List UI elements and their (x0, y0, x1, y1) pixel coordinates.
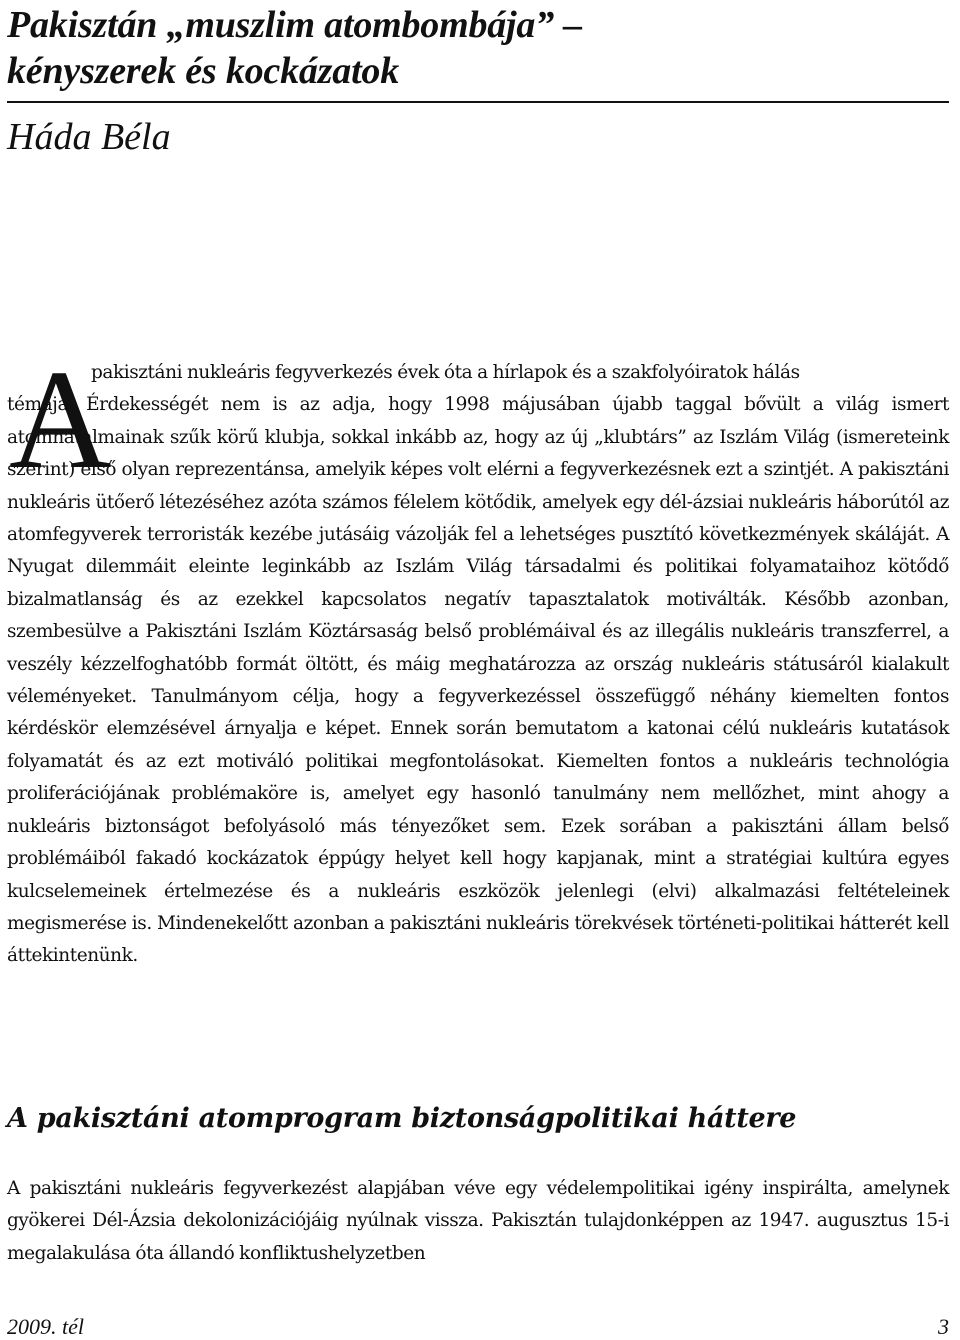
footer-page-number: 3 (938, 1314, 949, 1339)
article-author: Háda Béla (7, 116, 171, 158)
drop-cap: A (9, 340, 112, 498)
title-divider (7, 101, 949, 103)
intro-lead-line: pakisztáni nukleáris fegyverkezés évek óta a hírlapok és a szakfolyóiratok hálás (91, 362, 800, 383)
intro-paragraph (7, 357, 949, 973)
document-page (7, 0, 949, 1338)
article-title (7, 2, 582, 94)
article-title-line-1: Pakisztán „muszlim atombombája” – (7, 4, 583, 46)
section-paragraph: A pakisztáni nukleáris fegyverkezést alapjában véve egy védelempolitikai igény inspirálta, amelynek gyökerei Dél-Ázsia dekolonizációjáig nyúlnak vissza. Pakisztán tulajdonképpen az 1947. augusztus 15-i megalakulása óta állandó konfliktushelyzetben (7, 1178, 949, 1264)
intro-text: témája. Érdekességét nem is az adja, hogy 1998 májusában újabb taggal bővült a világ ismert atomhatalmainak szűk körű klubja, sokkal inkább az, hogy az új „klubtárs” az Iszlám Világ (ismereteink szerint) első olyan reprezentánsa, amelyik képes volt elérni a fegyverkezésnek ezt a szintjét. A pakisztáni nukleáris ütőerő létezéséhez azóta számos félelem kötődik, amelyek egy dél-ázsiai nukleáris háborútól az atomfegyverek terroristák kezébe jutásáig vázolják fel a lehetséges pusztító következmények skáláját. A Nyugat dilemmáit eleinte leginkább az Iszlám Világ társadalmi és politikai folyamataihoz kötődő bizalmatlanság és az ezekkel kapcsolatos negatív tapasztalatok motiválták. Később azonban, szembesülve a Pakisztáni Iszlám Köztársaság belső problémáival és az illegális nukleáris transzferrel, a veszély kézzelfoghatóbb formát öltött, és máig meghatározza az ország nukleáris státusáról kialakult véleményeket. Tanulmányom célja, hogy a fegyverkezéssel összefüggő néhány kiemelten fontos kérdéskör elemzésével árnyalja e képet. Ennek során bemutatom a katonai célú nukleáris kutatások folyamatát és az ezt motiváló politikai megfontolásokat. Kiemelten fontos a nukleáris technológia proliferációjának problémaköre is, amelyet egy hasonló tanulmány nem mellőzhet, mint ahogy a nukleáris biztonságot befolyásoló más tényezőket sem. Ezek sorában a pakisztáni állam belső problémáiból fakadó kockázatok éppúgy helyet kell hogy kapjanak, mint a stratégiai kultúra egyes kulcselemeinek értelmezése és a nukleáris eszközök jelenlegi (elvi) alkalmazási feltételeinek megismerése is. Mindenekelőtt azonban a pakisztáni nukleáris törekvések történeti-politikai hátterét kell áttekintenünk. (7, 394, 949, 967)
article-title-line-2: kényszerek és kockázatok (7, 50, 400, 92)
footer-issue: 2009. tél (7, 1314, 84, 1339)
section-heading: A pakisztáni atomprogram biztonságpolitikai háttere (7, 1103, 797, 1134)
